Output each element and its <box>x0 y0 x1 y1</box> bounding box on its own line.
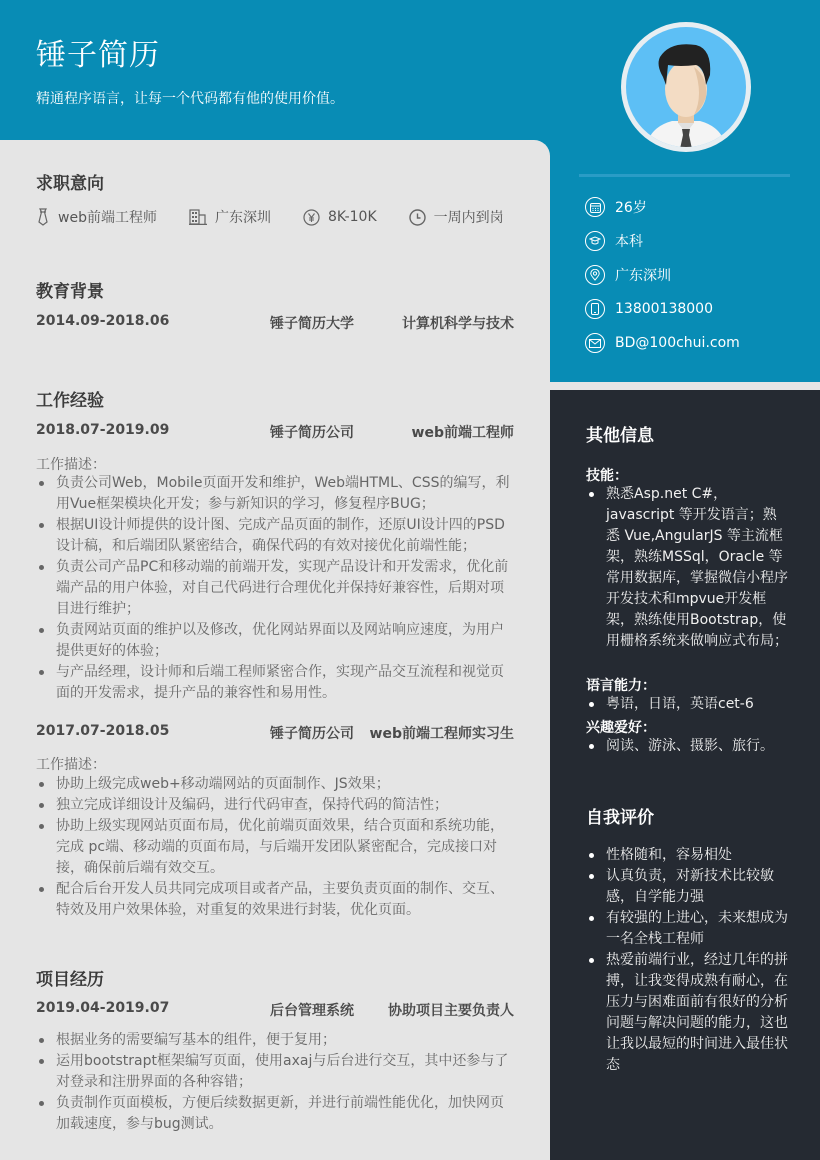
profile-degree <box>585 224 740 258</box>
list-item: 独立完成详细设计及编码，进行代码审查，保持代码的简洁性； <box>36 795 514 816</box>
job-2-bullets <box>36 774 514 921</box>
list-item: 粤语，日语，英语cet-6 <box>586 694 788 715</box>
list-item: 协助上级实现网站页面布局，优化前端页面效果，结合页面和系统功能，完成 pc端、移动端的页面布局，与后端开发团队紧密配合，完成接口对接，确保前后端有效交互。 <box>36 816 514 879</box>
education-date: 2014.09-2018.06 <box>36 313 170 329</box>
job-company: 锤子简历公司 <box>270 425 354 441</box>
profile-phone-value: 13800138000 <box>615 301 713 317</box>
calendar-icon <box>585 197 605 217</box>
language-list <box>586 694 788 715</box>
hobby-list <box>586 736 788 757</box>
section-title-education: 教育背景 <box>36 282 104 302</box>
project-name: 后台管理系统 <box>270 1003 354 1019</box>
job-company: 锤子简历公司 <box>270 726 354 742</box>
job-row-2 <box>36 723 514 745</box>
yen-icon <box>303 209 320 226</box>
job-desc-label: 工作描述： <box>36 457 106 473</box>
mail-icon <box>585 333 605 353</box>
education-row <box>36 313 514 335</box>
job-desc-label: 工作描述： <box>36 757 106 773</box>
location-icon <box>585 265 605 285</box>
list-item: 认真负责，对新技术比较敏感，自学能力强 <box>586 866 788 908</box>
intent-position-value: web前端工程师 <box>58 210 157 226</box>
list-item: 运用bootstrapt框架编写页面，使用axaj与后台进行交互，其中还参与了对登录和注册界面的各种容错； <box>36 1051 514 1093</box>
project-date: 2019.04-2019.07 <box>36 1000 170 1016</box>
intent-salary <box>303 207 377 227</box>
section-title-projects: 项目经历 <box>36 970 104 990</box>
list-item: 根据业务的需要编写基本的组件，便于复用； <box>36 1030 514 1051</box>
profile-email <box>585 326 740 360</box>
profile-location-value: 广东深圳 <box>615 268 671 284</box>
education-major: 计算机科学与技术 <box>402 316 514 332</box>
profile-degree-value: 本科 <box>615 234 643 250</box>
project-row <box>36 1000 514 1022</box>
intent-availability-value: 一周内到岗 <box>433 210 504 226</box>
language-label: 语言能力： <box>586 678 656 694</box>
profile-phone <box>585 292 740 326</box>
list-item: 根据UI设计师提供的设计图、完成产品页面的制作，还原UI设计四的PSD设计稿，和后端团队紧密结合，确保代码的有效对接优化前端性能； <box>36 515 514 557</box>
section-title-work: 工作经验 <box>36 391 104 411</box>
resume-motto: 精通程序语言，让每一个代码都有他的使用价值。 <box>36 91 344 107</box>
job-row-1 <box>36 422 514 444</box>
intent-city-value: 广东深圳 <box>214 210 271 226</box>
list-item: 协助上级完成web+移动端网站的页面制作、JS效果； <box>36 774 514 795</box>
graduation-icon <box>585 231 605 251</box>
list-item: 有较强的上进心，未来想成为一名全栈工程师 <box>586 908 788 950</box>
project-bullets <box>36 1030 514 1135</box>
list-item: 负责制作页面模板，方便后续数据更新，并进行前端性能优化，加快网页加载速度，参与bug测试。 <box>36 1093 514 1135</box>
section-title-self-eval: 自我评价 <box>586 808 654 828</box>
tie-icon <box>36 208 50 226</box>
job-1-bullets <box>36 473 514 704</box>
list-item: 负责网站页面的维护以及修改，优化网站界面以及网站响应速度，为用户提供更好的体验； <box>36 620 514 662</box>
profile-email-value[interactable]: BD@100chui.com <box>615 335 740 351</box>
intent-salary-value: 8K-10K <box>327 209 377 225</box>
job-date: 2018.07-2019.09 <box>36 422 170 438</box>
list-item: 热爱前端行业，经过几年的拼搏，让我变得成熟有耐心，在压力与困难面前有很好的分析问题与解决问题的能力，这也让我以最短的时间进入最佳状态 <box>586 950 788 1076</box>
education-school: 锤子简历大学 <box>270 316 354 332</box>
project-role: 协助项目主要负责人 <box>388 1003 514 1019</box>
list-item: 阅读、游泳、摄影、旅行。 <box>586 736 788 757</box>
job-intent-row <box>36 207 536 227</box>
intent-city <box>189 207 271 227</box>
section-title-other: 其他信息 <box>586 426 654 446</box>
list-item: 与产品经理，设计师和后端工程师紧密合作，实现产品交互流程和视觉页面的开发需求，提升产品的兼容性和易用性。 <box>36 662 514 704</box>
skills-label: 技能： <box>586 468 628 484</box>
section-title-intent: 求职意向 <box>36 174 104 194</box>
avatar-illustration <box>626 27 746 147</box>
intent-availability <box>409 207 504 227</box>
self-eval-list <box>586 845 788 1076</box>
profile-age-value: 26岁 <box>615 200 647 216</box>
resume-title: 锤子简历 <box>36 38 160 73</box>
hobby-label: 兴趣爱好： <box>586 720 656 736</box>
avatar <box>621 22 751 152</box>
profile-location <box>585 258 740 292</box>
profile-info-list <box>585 190 740 360</box>
job-date: 2017.07-2018.05 <box>36 723 170 739</box>
list-item: 性格随和，容易相处 <box>586 845 788 866</box>
phone-icon <box>585 299 605 319</box>
intent-position <box>36 207 157 227</box>
panel-gap <box>550 382 820 390</box>
job-role: web前端工程师 <box>411 425 514 441</box>
header-divider <box>579 174 790 177</box>
list-item: 负责公司Web，Mobile页面开发和维护，Web端HTML、CSS的编写，利用Vue框架模块化开发；参与新知识的学习，修复程序BUG； <box>36 473 514 515</box>
job-role: web前端工程师实习生 <box>369 726 514 742</box>
list-item: 负责公司产品PC和移动端的前端开发，实现产品设计和开发需求，优化前端产品的用户体验，对自己代码进行合理优化并保持好兼容性，后期对项目进行维护； <box>36 557 514 620</box>
list-item: 配合后台开发人员共同完成项目或者产品，主要负责页面的制作、交互、特效及用户效果体验，对重复的效果进行封装，优化页面。 <box>36 879 514 921</box>
skills-list <box>586 484 788 652</box>
clock-icon <box>409 209 426 226</box>
person-icon <box>626 27 746 147</box>
list-item: 熟悉Asp.net C#，javascript 等开发语言；熟悉 Vue,AngularJS 等主流框架，熟练MSSql，Oracle 等常用数据库，掌握微信小程序开发技术和mpvue开发框架，熟练使用Bootstrap，使用栅格系统来做响应式布局； <box>586 484 788 652</box>
profile-age <box>585 190 740 224</box>
building-icon <box>189 209 207 225</box>
